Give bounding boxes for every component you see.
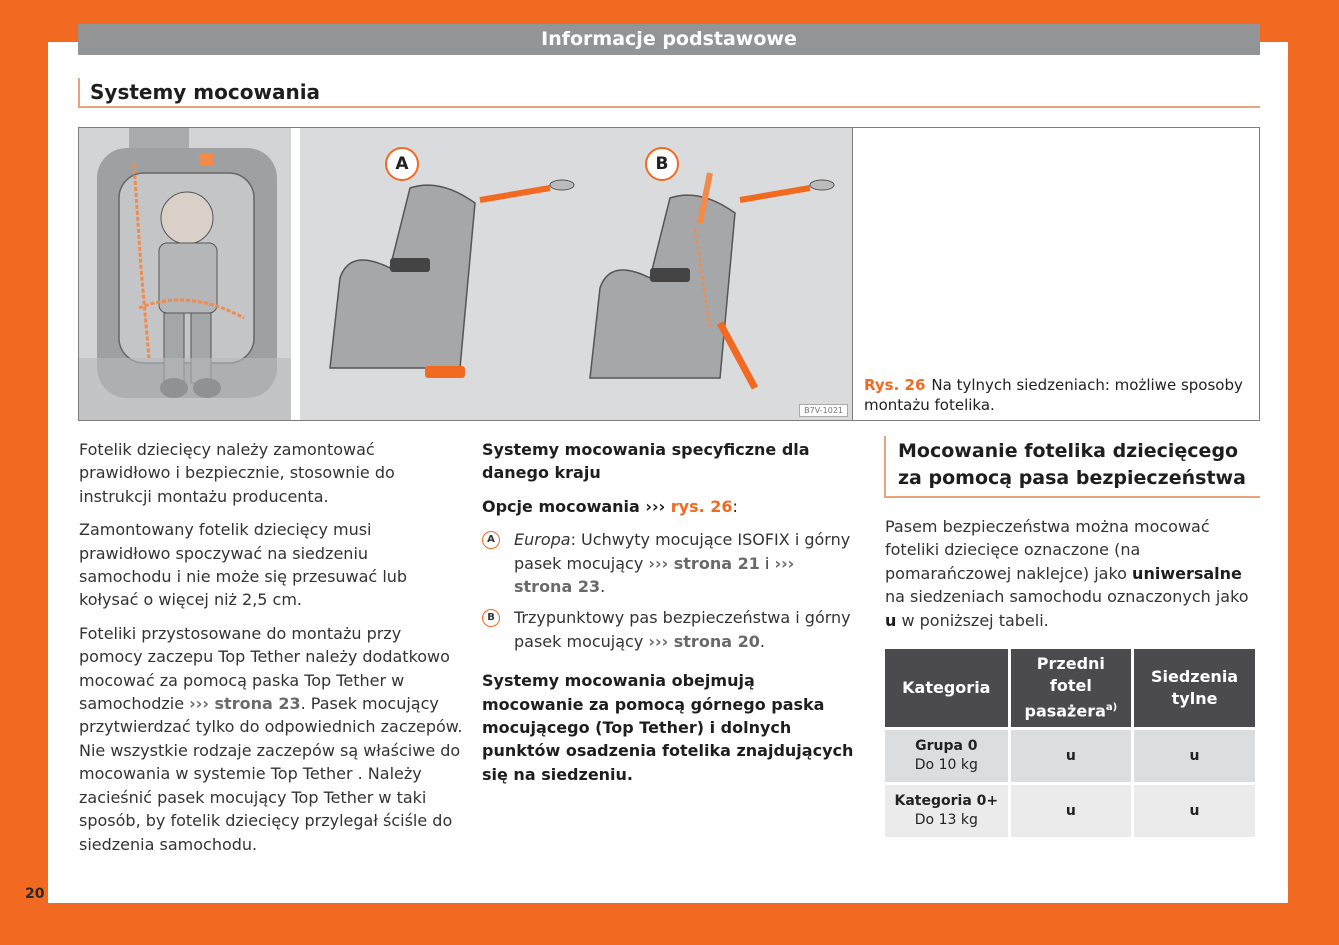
text: : <box>732 496 738 516</box>
text: Foteliki przystosowane do montażu przy pomocy zaczepu Top Tether należy dodatkowo mocować za pomocą paska Top Tether w samochodzie <box>79 623 450 714</box>
table-row <box>885 785 1255 837</box>
marker-b-badge: B <box>645 147 679 181</box>
region-label: Europa <box>514 530 571 550</box>
option-a <box>482 528 854 598</box>
text: u <box>1189 747 1200 764</box>
options-heading <box>482 495 854 518</box>
subsection-heading <box>884 436 1260 498</box>
link-fig-26[interactable]: rys. 26 <box>670 496 733 516</box>
header-front-seat <box>1011 649 1131 727</box>
rear-cell <box>1134 730 1255 782</box>
figure-label: Rys. 26 <box>864 376 926 394</box>
text: Kategoria 0+ <box>894 793 999 809</box>
bold-term: uniwersalne <box>1132 563 1242 583</box>
text: . <box>600 577 606 597</box>
text: : Uchwyty mocujące ISOFIX i górny pasek mocujący <box>514 530 851 573</box>
paragraph-2: Zamontowany fotelik dziecięcy musi prawidłowo spoczywać na siedzeniu samochodu i nie może się przesuwać lub kołysać o więcej niż 2,5 cm. <box>79 520 408 610</box>
seat-b-drawing <box>590 173 834 388</box>
text: . Pasek mocujący przytwierdzać tylko do odpowiednich zaczepów. Nie wszystkie rodzaje zaczepów są właściwe do mocowania w systemie Top Tether . Należy zacieśnić pasek mocujący Top Tether w taki sposób, by fotelik dziecięcy przylegał ściśle do siedzenia samochodu. <box>79 694 463 854</box>
figure-caption-text: Na tylnych siedzeniach: możliwe sposoby montażu fotelika. <box>864 376 1243 414</box>
section-title: Systemy mocowania <box>90 80 321 104</box>
chapter-header: Informacje podstawowe <box>78 24 1260 55</box>
page-number: 20 <box>25 886 45 902</box>
front-cell <box>1011 785 1131 837</box>
figure-code: B7V-1021 <box>799 404 848 417</box>
table-row <box>885 730 1255 782</box>
option-a-badge: A <box>482 531 500 549</box>
child-in-seat-illustration <box>79 128 291 420</box>
illustration <box>79 128 853 420</box>
rear-cell <box>1134 785 1255 837</box>
front-cell <box>1011 730 1131 782</box>
left-column <box>79 438 464 866</box>
text: Pasem bezpieczeństwa można mocować foteliki dziecięce oznaczone (na pomarańczowej naklejce) jako <box>885 517 1210 583</box>
text: i <box>759 553 775 573</box>
text: u <box>1065 802 1076 819</box>
note-paragraph: Systemy mocowania obejmują mocowanie za pomocą górnego paska mocującego (Top Tether) i dolnych punktów osadzenia fotelika znajdujących się na siedzeniu. <box>482 671 854 784</box>
text: na siedzeniach samochodu oznaczonych jako <box>885 587 1249 607</box>
text: Opcje mocowania ››› <box>482 496 671 516</box>
seat-mounting-illustration <box>300 128 852 420</box>
footnote-mark: a) <box>1105 702 1118 714</box>
text: Grupa 0 <box>915 738 978 754</box>
middle-column <box>482 438 854 796</box>
text: Do 10 kg <box>914 757 978 773</box>
paragraph-3 <box>79 622 464 856</box>
section-heading <box>78 78 1260 108</box>
paragraph-1: Fotelik dziecięcy należy zamontować prawidłowo i bezpiecznie, stosownie do instrukcji montażu producenta. <box>79 440 395 506</box>
header-category: Kategoria <box>885 649 1008 727</box>
seat-a-drawing <box>330 180 574 378</box>
belt-paragraph <box>885 515 1257 632</box>
seat-category-table <box>882 646 1258 840</box>
option-b-badge: B <box>482 609 500 627</box>
text: . <box>759 631 765 651</box>
text: Do 13 kg <box>914 812 978 828</box>
right-column <box>885 515 1257 642</box>
category-cell <box>885 730 1008 782</box>
figure-26 <box>78 127 1260 421</box>
link-page-20[interactable]: ››› strona 20 <box>648 631 760 651</box>
text: Przedni fotel pasażera <box>1024 654 1106 721</box>
panel-divider <box>291 128 300 420</box>
text: Trzypunktowy pas bezpieczeństwa i górny pasek mocujący <box>514 608 851 651</box>
category-cell <box>885 785 1008 837</box>
text: w poniższej tabeli. <box>896 610 1049 630</box>
link-page-23[interactable]: ››› strona 23 <box>189 694 301 714</box>
text: u <box>1189 802 1200 819</box>
marker-a-badge: A <box>385 147 419 181</box>
subsection-title: Mocowanie fotelika dziecięcego za pomocą pasa bezpieczeństwa <box>898 440 1246 489</box>
link-page-21[interactable]: ››› strona 21 <box>648 553 760 573</box>
country-specific-heading: Systemy mocowania specyficzne dla danego kraju <box>482 440 810 483</box>
link-page-23[interactable]: ››› strona 23 <box>514 553 795 597</box>
option-b <box>482 606 854 653</box>
text: u <box>1065 747 1076 764</box>
figure-caption <box>864 375 1254 415</box>
header-rear-seats: Siedzenia tylne <box>1134 649 1255 727</box>
bold-term: u <box>885 610 897 630</box>
